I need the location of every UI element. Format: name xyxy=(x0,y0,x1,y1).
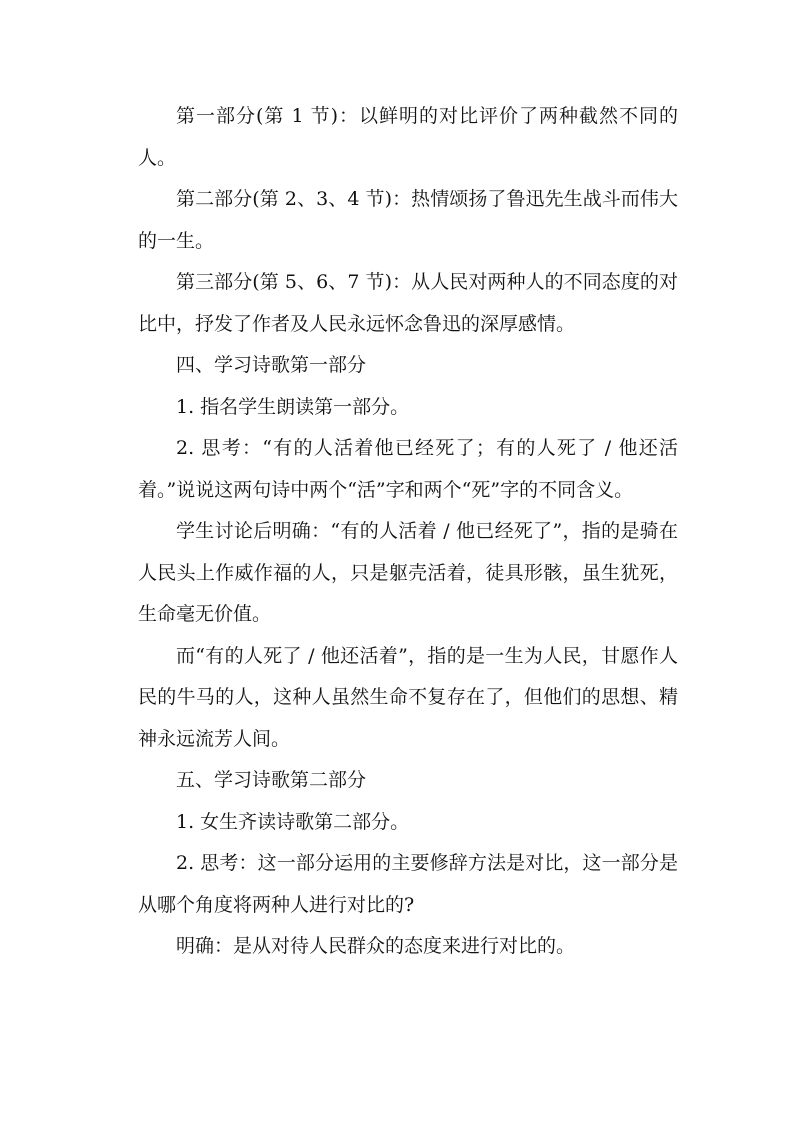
paragraph-part-three: 第三部分(第 5、6、7 节)：从人民对两种人的不同态度的对比中，抒发了作者及人民永远怀念鲁迅的深厚感情。 xyxy=(138,271,678,335)
section-heading-four: 四、学习诗歌第一部分 xyxy=(176,354,367,376)
paragraph-explanation: 而“有的人死了 / 他还活着”，指的是一生为人民，甘愿作人民的牛马的人，这种人虽然生命不复存在了，但他们的思想、精神永远流芳人间。 xyxy=(138,644,678,750)
list-item-girls-read: 1. 女生齐读诗歌第二部分。 xyxy=(176,810,410,833)
paragraph-answer: 明确：是从对待人民群众的态度来进行对比的。 xyxy=(176,935,576,957)
paragraph-part-two: 第二部分(第 2、3、4 节)：热情颂扬了鲁迅先生战斗而伟大的一生。 xyxy=(138,188,678,252)
list-item-think-question: 2. 思考：“有的人活着他已经死了；有的人死了 / 他还活着。”说说这两句诗中两个“活”字和两个“死”字的不同含义。 xyxy=(138,437,678,501)
document-body xyxy=(138,96,678,968)
paragraph-part-one: 第一部分(第 1 节)：以鲜明的对比评价了两种截然不同的人。 xyxy=(138,105,678,169)
section-heading-five: 五、学习诗歌第二部分 xyxy=(176,769,367,791)
list-item-think-contrast: 2. 思考：这一部分运用的主要修辞方法是对比，这一部分是从哪个角度将两种人进行对比的? xyxy=(138,852,678,916)
paragraph-discussion: 学生讨论后明确：“有的人活着 / 他已经死了”，指的是骑在人民头上作威作福的人，只是躯壳活着，徒具形骸，虽生犹死，生命毫无价值。 xyxy=(138,520,678,625)
list-item-read-aloud: 1. 指名学生朗读第一部分。 xyxy=(176,395,410,418)
